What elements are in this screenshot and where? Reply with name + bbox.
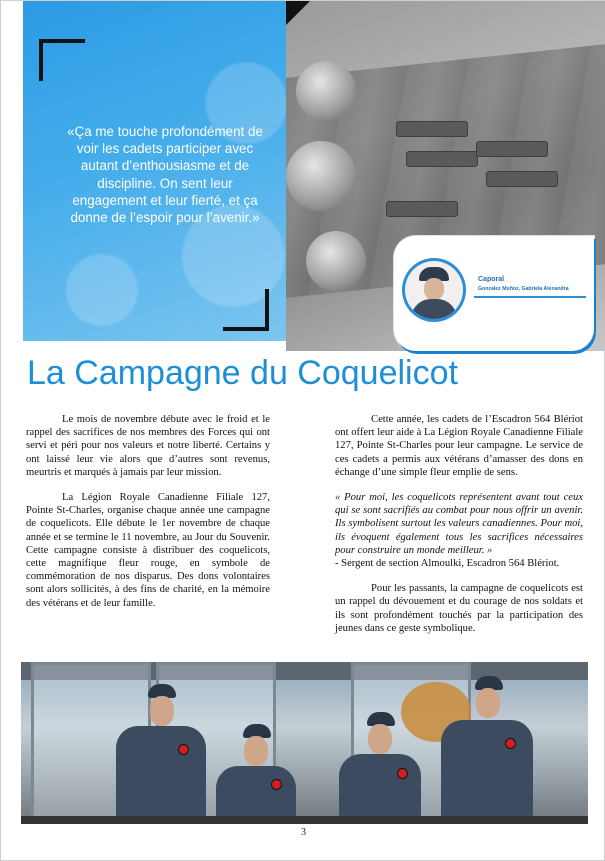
article-column-right bbox=[335, 413, 583, 647]
article-title: La Campagne du Coquelicot bbox=[27, 354, 458, 392]
caption-card bbox=[394, 236, 594, 351]
poppy-badge bbox=[486, 171, 558, 187]
table-edge bbox=[21, 816, 588, 824]
avatar-face bbox=[424, 278, 444, 300]
cadet-face bbox=[150, 696, 174, 726]
frame-corner-bottom-right bbox=[223, 327, 269, 331]
cadet-uniform bbox=[441, 720, 533, 824]
donation-tin bbox=[286, 141, 356, 211]
cadet-uniform bbox=[116, 726, 206, 824]
avatar bbox=[402, 258, 466, 322]
paragraph: Cette année, les cadets de l’Escadron 564 Blériot ont offert leur aide à La Légion Royale Canadienne Filiale 127, Pointe St-Charles pour leur campagne. Le service de ces cadets a permis aux vétérans d’amasser des dons en échange d’une simple fleur emplie de sens. bbox=[335, 414, 583, 478]
corner-fold bbox=[286, 1, 310, 25]
caption-rank: Caporal bbox=[478, 276, 505, 283]
poppy-pin bbox=[505, 738, 516, 749]
frame-corner-top-left bbox=[39, 39, 43, 81]
avatar-portrait bbox=[405, 261, 463, 319]
hero-quote: «Ça me touche profondément de voir les cadets participer avec autant d’enthousiasme et de discipline. On sent leur engagement et leur fierté, et ça donne de l’espoir pour l’avenir.» bbox=[67, 124, 263, 226]
cadet-figure bbox=[116, 684, 206, 824]
donation-tin bbox=[296, 61, 356, 121]
cadet-face bbox=[476, 688, 500, 718]
poppy-pin bbox=[178, 744, 189, 755]
quote-attribution: - Sergent de section Almoulki, Escadron 564 Blériot. bbox=[335, 558, 560, 570]
poppy-badge bbox=[386, 201, 458, 217]
poppy-badge bbox=[406, 151, 478, 167]
donation-tin bbox=[306, 231, 366, 291]
poppy-pin bbox=[271, 779, 282, 790]
page-number: 3 bbox=[301, 827, 306, 838]
cadets-photo bbox=[21, 662, 588, 824]
caption-name: Gonzalez Muñoz, Gabriela Alexandra bbox=[478, 286, 569, 292]
cadet-uniform bbox=[339, 754, 421, 824]
cadet-figure bbox=[441, 676, 533, 824]
cadet-face bbox=[244, 736, 268, 766]
paragraph: Le mois de novembre débute avec le froid et le rappel des sacrifices de nos membres des Forces qui ont servi et péri pour nos valeurs et notre liberté. Certains y ont laissé leur vie alors que d’autres sont revenus, meurtris et marqués à jamais par leur mission. bbox=[26, 414, 270, 478]
paragraph: La Légion Royale Canadienne Filiale 127, Pointe St-Charles, organise chaque année une campagne de coquelicots. Elle débute le 1er novembre de chaque année et se termine le 11 novembre, au Jour du Souvenir. Cette campagne consiste à distribuer des coquelicots, cette magnifique fleur rouge, en symbole de commémoration de nos disparus. Des dons volontaires sont alors sollicités, à des fins de charité, en la mémoire des vétérans et de leur famille. bbox=[26, 492, 270, 609]
poppy-pin bbox=[397, 768, 408, 779]
cadet-face bbox=[368, 724, 392, 754]
frame-corner-bottom-right bbox=[265, 289, 269, 331]
cadet-figure bbox=[216, 724, 296, 824]
sergeant-quote: « Pour moi, les coquelicots représentent avant tout ceux qui se sont sacrifiés au combat pour nous offrir un avenir. Ils symbolisent surtout les valeurs canadiennes. Pour moi, ils évoquent également tous les sacrifices nécessaires pour construire un monde meilleur. » bbox=[335, 492, 583, 556]
article-column-left bbox=[26, 413, 270, 622]
cadet-figure bbox=[339, 712, 421, 824]
poppy-badge bbox=[396, 121, 468, 137]
avatar-uniform bbox=[411, 299, 457, 319]
paragraph: Pour les passants, la campagne de coquelicots est un rappel du dévouement et du courage de nos soldats et ils sont profondément touchés par la participation des jeunes dans ce geste symbolique. bbox=[335, 583, 583, 634]
caption-divider bbox=[474, 296, 586, 298]
frame-corner-top-left bbox=[39, 39, 85, 43]
poppy-badge bbox=[476, 141, 548, 157]
